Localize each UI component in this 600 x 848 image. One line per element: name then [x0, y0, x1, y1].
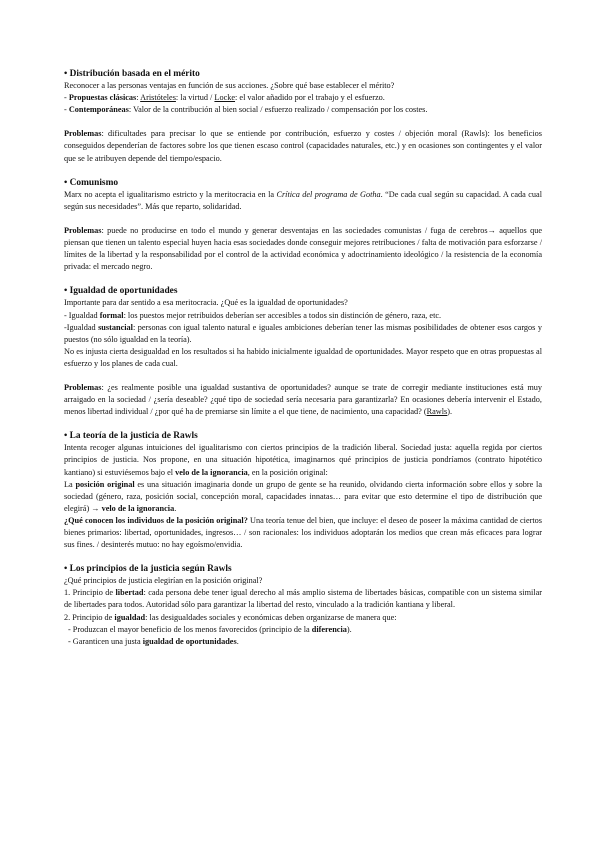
bold-term: Problemas	[64, 382, 102, 392]
text: : cada persona debe tener igual derecho al más amplio sistema de libertades básicas, compatible con un sistema similar de libertades para todos. Autoridad sólo para garantizar la libertad del resto, vinculado a la tradición kantiana y liberal.	[64, 588, 543, 610]
text: : puede no producirse en todo el mundo y generar desventajas en las sociedades comunistas / fuga de cerebros→ aquellos que piensan que tienen un talento especial huyen hacia esas sociedades donde conseguir mejores retribuciones / falta de motivación para esforzarse / límites de la libertad y la responsabilidad por el control de la actividad económica y adoctrinamiento ideológico / la resistencia de la economía privada: el mercado negro.	[64, 225, 542, 272]
merito-problems	[64, 128, 542, 164]
bold-term: Problemas	[64, 225, 102, 235]
igualdad-intro: Importante para dar sentido a esa meritocracia. ¿Qué es la igualdad de oportunidades?	[64, 298, 348, 308]
text: . “De cada cual según su capacidad. A cada cual según sus necesidades”. Más que reparto, solidaridad.	[64, 189, 542, 211]
bold-term: diferencia	[311, 624, 347, 634]
comunismo-paragraph	[64, 189, 542, 213]
heading-merito: • Distribución basada en el mérito	[64, 69, 200, 79]
bold-term: velo de la ignorancia	[175, 467, 248, 477]
section-rawls	[64, 430, 542, 551]
text: -Igualdad	[64, 322, 99, 332]
text: .	[236, 636, 239, 646]
italic-title: Crítica del programa de Gotha	[276, 189, 381, 199]
text: : el valor añadido por el trabajo y el esfuerzo.	[235, 93, 385, 103]
text: 1. Principio de	[64, 588, 116, 598]
bold-term: formal	[99, 310, 124, 320]
heading-principios: • Los principios de la justicia según Rawls	[64, 564, 232, 575]
text: : personas con igual talento natural e iguales ambiciones deberían tener las mismas posibilidades de obtener esos cargos y puestos (no sólo igualdad en la teoría).	[64, 322, 542, 344]
underlined-term: Aristóteles	[140, 93, 176, 103]
bold-term: ¿Qué conocen los individuos de la posición original?	[64, 515, 248, 525]
merito-contemporary-line	[64, 104, 542, 116]
bold-term: velo de la ignorancia	[101, 503, 175, 513]
rawls-paragraph-3	[64, 515, 542, 551]
principio-oportunidades	[64, 636, 542, 648]
text: Marx no acepta el igualitarismo estricto y la meritocracia en la	[64, 189, 277, 199]
text: Una teoría tenue del bien, que incluye: el deseo de poseer la máxima cantidad de ciertos bienes primarios: libertad, oportunidades, ingresos… / son racionales: los individuos adoptarán los medios que crean más eficaces para lograr sus fines. / desinterés mutuo: no hay egoísmo/envidia.	[64, 515, 543, 550]
section-merito	[64, 68, 542, 165]
bold-term: libertad	[115, 588, 144, 598]
merito-classic-line	[64, 92, 542, 104]
text: La	[64, 479, 76, 489]
heading-comunismo: • Comunismo	[64, 177, 119, 188]
text: ).	[447, 407, 453, 417]
heading-rawls: • La teoría de la justicia de Rawls	[64, 431, 198, 442]
section-igualdad	[64, 285, 542, 418]
bold-term: Contemporáneas	[68, 105, 129, 115]
igualdad-formal	[64, 310, 542, 322]
text: : las desigualdades sociales y económicas deben organizarse de manera que:	[145, 612, 397, 622]
igualdad-note: No es injusta cierta desigualdad en los resultados si ha habido inicialmente igualdad de oportunidades. Mayor respeto que en otras propuestas al esfuerzo y los planes de cada cual.	[64, 346, 542, 368]
igualdad-problems	[64, 382, 542, 418]
bold-term: Propuestas clásicas	[68, 93, 137, 103]
text: -	[64, 105, 69, 115]
text: :	[136, 93, 141, 103]
principio-diferencia	[64, 624, 542, 636]
bold-term: igualdad de oportunidades	[142, 636, 237, 646]
principios-intro: ¿Qué principios de justicia elegirían en la posición original?	[64, 576, 263, 586]
text: : Valor de la contribución al bien social / esfuerzo realizado / compensación por los costes.	[128, 105, 428, 115]
bold-term: sustancial	[98, 322, 133, 332]
text: : los puestos mejor retribuidos deberían ser accesibles a todos sin distinción de género, raza, etc.	[123, 310, 442, 320]
comunismo-problems	[64, 225, 542, 273]
heading-igualdad: • Igualdad de oportunidades	[64, 286, 178, 297]
text: - Igualdad	[64, 310, 100, 320]
document-page	[64, 68, 542, 648]
text: .	[174, 503, 177, 513]
section-principios	[64, 563, 542, 648]
text: , en la posición original:	[247, 467, 328, 477]
underlined-term: Locke	[214, 93, 236, 103]
bold-term: posición original	[75, 479, 135, 489]
bold-term: Problemas	[64, 129, 102, 139]
igualdad-sustancial	[64, 322, 542, 346]
text: es una situación imaginaria donde un grupo de gente se ha reunido, olvidando cierta información sobre ellos y sobre la sociedad (género, raza, posición social, concepción moral, capacidades innatas… para evitar que esto determine el tipo de distribución que elegirá) →	[64, 479, 542, 513]
principio-igualdad	[64, 612, 542, 624]
principio-libertad	[64, 587, 542, 611]
text: : la virtud /	[175, 93, 215, 103]
underlined-term: Rawls	[426, 407, 448, 417]
bold-term: igualdad	[114, 612, 146, 622]
rawls-paragraph-1	[64, 442, 542, 478]
text: -	[64, 93, 69, 103]
section-comunismo	[64, 177, 542, 274]
rawls-paragraph-2	[64, 479, 542, 515]
text: 2. Principio de	[64, 612, 115, 622]
text: - Produzcan el mayor beneficio de los menos favorecidos (principio de la	[68, 624, 312, 634]
text: Intenta recoger algunas intuiciones del igualitarismo con ciertos principios de la tradición liberal. Sociedad justa: aquella regida por ciertos principios de justicia. Nos propone, en una situación hipotética, imaginarnos qué principios de justicia pondríamos (contrato hipotético kantiano) si estuviésemos bajo el	[64, 443, 542, 477]
text: ).	[346, 624, 352, 634]
merito-intro: Reconocer a las personas ventajas en función de sus acciones. ¿Sobre qué base establecer el mérito?	[64, 81, 395, 91]
text: - Garanticen una justa	[68, 636, 143, 646]
text: : ¿es realmente posible una igualdad sustantiva de oportunidades? aunque se trate de corregir mediante instituciones está muy arraigado en la sociedad / ¿sería deseable? ¿qué tipo de sociedad sería necesaria para garantizarla? En ocasiones debería intervenir el Estado, menos libertad individual / ¿por qué ha de premiarse sin límite a el que tiene, de nacimiento, una capacidad? (	[64, 382, 542, 417]
text: : dificultades para precisar lo que se entiende por contribución, esfuerzo y costes / objeción moral (Rawls): los beneficios conseguidos dependerían de factores sobre los que tienen escaso control (capacidades naturales, etc.) y en ocasiones son contingentes y el valor que se le atribuyen depende del tiempo/espacio.	[64, 129, 542, 163]
